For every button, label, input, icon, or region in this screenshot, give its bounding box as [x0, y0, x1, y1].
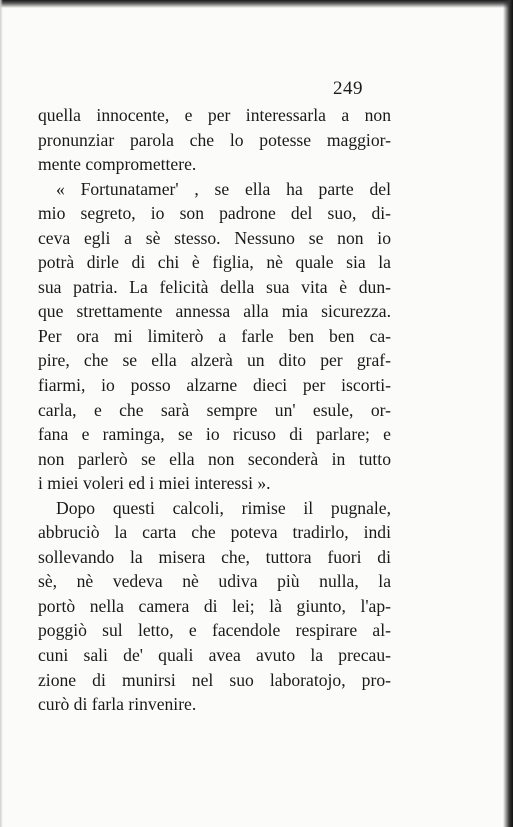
text-line: poggiò sul letto, e facendole respirare al- — [38, 620, 391, 641]
text-line: carla, e che sarà sempre un' esule, or- — [38, 399, 391, 420]
text-line: « Fortunatamer' , se ella ha parte del — [56, 178, 391, 199]
text-line: sua patria. La felicità della sua vita è dun- — [38, 276, 391, 297]
text-line: portò nella camera di lei; là giunto, l'ap- — [38, 595, 391, 616]
text-line: cuni sali de' quali avea avuto la precau- — [38, 645, 391, 666]
page-number: 249 — [333, 78, 363, 99]
scan-edge-top — [0, 0, 513, 8]
text-line: Per ora mi limiterò a farle ben ben ca- — [38, 325, 391, 346]
scan-edge-left — [0, 0, 3, 827]
text-line: abbruciò la carta che poteva tradirlo, indi — [38, 522, 391, 543]
text-line: mente compromettere. — [38, 154, 197, 175]
text-line: zione di munirsi nel suo laboratojo, pro- — [38, 669, 391, 690]
text-line: que strettamente annessa alla mia sicurezza. — [38, 301, 391, 322]
text-line: quella innocente, e per interessarla a non — [38, 105, 391, 125]
text-line: pire, che se ella alzerà un dito per graf- — [38, 350, 391, 371]
text-line: sè, nè vedeva nè udiva più nulla, la — [38, 571, 391, 592]
scan-edge-right — [503, 0, 513, 827]
text-line: pronunziar parola che lo potesse maggior- — [38, 129, 391, 150]
text-line: sollevando la misera che, tuttora fuori di — [38, 546, 391, 567]
text-line: fana e raminga, se io ricuso di parlare; e — [38, 424, 391, 445]
text-line: fiarmi, io posso alzarne dieci per iscorti- — [38, 375, 391, 396]
text-line: curò di farla rinvenire. — [38, 694, 197, 715]
text-line: i miei voleri ed i miei interessi ». — [38, 473, 271, 494]
text-line: ceva egli a sè stesso. Nessuno se non io — [38, 227, 391, 248]
body-text — [38, 103, 391, 717]
text-line: potrà dirle di chi è figlia, nè quale sia la — [38, 252, 391, 273]
text-line: non parlerò se ella non seconderà in tutto — [38, 448, 391, 469]
text-line: mio segreto, io son padrone del suo, di- — [38, 203, 391, 224]
text-line: Dopo questi calcoli, rimise il pugnale, — [56, 497, 391, 518]
